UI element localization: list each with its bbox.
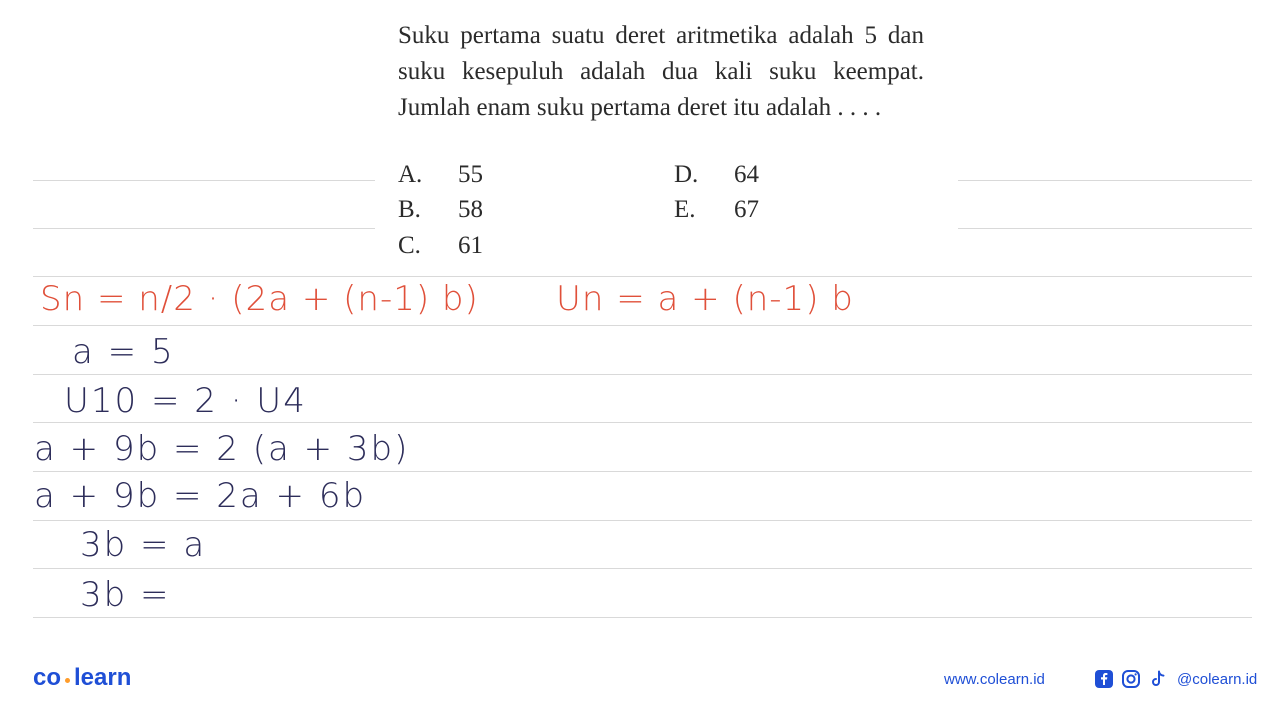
option-value: 55: [458, 161, 483, 188]
option-d: [674, 157, 759, 193]
option-e: [674, 192, 759, 228]
option-c: [398, 228, 483, 264]
ruled-line: [33, 422, 1252, 423]
ruled-line: [33, 180, 375, 181]
question-text: Suku pertama suatu deret aritmetika adalah 5 dan suku kesepuluh adalah dua kali suku keempat. Jumlah enam suku pertama deret itu adalah . . . .: [398, 22, 924, 121]
logo-text-learn: learn: [74, 664, 132, 691]
ruled-line: [33, 471, 1252, 472]
logo-text-co: co: [33, 664, 62, 691]
ruled-line: [33, 568, 1252, 569]
option-value: 58: [458, 196, 483, 223]
option-letter: D.: [674, 161, 699, 188]
handwritten-step-2: U10 = 2 · U4: [64, 381, 307, 421]
option-letter: A.: [398, 161, 423, 188]
ruled-line: [33, 276, 1252, 277]
instagram-icon[interactable]: [1121, 669, 1141, 689]
option-a: [398, 157, 483, 193]
social-links: [1094, 669, 1257, 689]
ruled-line: [33, 374, 1252, 375]
handwritten-step-3: a + 9b = 2 (a + 3b): [34, 429, 410, 469]
option-b: [398, 192, 483, 228]
option-letter: E.: [674, 196, 696, 223]
handwritten-step-6: 3b =: [80, 575, 171, 615]
ruled-line: [33, 520, 1252, 521]
handwritten-sum-formula: Sn = n/2 · (2a + (n-1) b): [40, 279, 479, 319]
handwritten-term-formula: Un = a + (n-1) b: [556, 279, 854, 319]
colearn-logo: [33, 664, 131, 692]
handwritten-step-5: 3b = a: [80, 525, 207, 565]
option-value: 67: [734, 196, 759, 223]
ruled-line: [958, 180, 1252, 181]
tiktok-icon[interactable]: [1148, 669, 1168, 689]
ruled-line: [33, 325, 1252, 326]
website-link[interactable]: www.colearn.id: [944, 671, 1045, 688]
option-letter: C.: [398, 232, 421, 259]
social-handle[interactable]: @colearn.id: [1177, 670, 1258, 688]
ruled-line: [958, 228, 1252, 229]
option-value: 64: [734, 161, 759, 188]
option-letter: B.: [398, 196, 421, 223]
logo-dot: [65, 678, 70, 683]
facebook-icon[interactable]: [1094, 669, 1114, 689]
ruled-line: [33, 617, 1252, 618]
option-value: 61: [458, 232, 483, 259]
handwritten-step-1: a = 5: [72, 332, 175, 372]
ruled-line: [33, 228, 375, 229]
handwritten-step-4: a + 9b = 2a + 6b: [34, 476, 367, 516]
